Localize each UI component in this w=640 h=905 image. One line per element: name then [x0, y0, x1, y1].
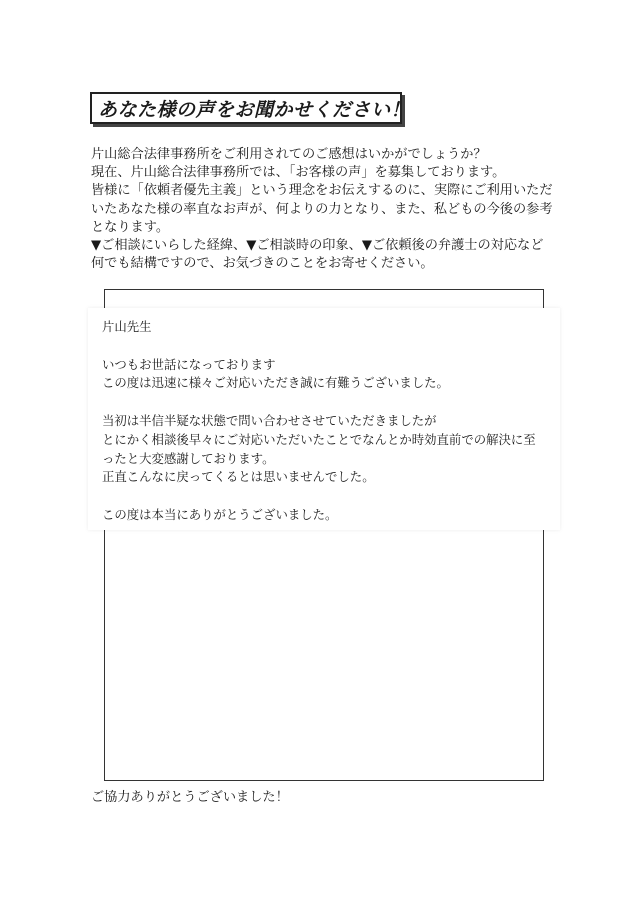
- intro-line: 片山総合法律事務所をご利用されてのご感想はいかがでしょうか？: [91, 147, 487, 162]
- letter-line: [102, 337, 560, 356]
- title-box: [90, 92, 411, 124]
- letter-line: ったと大変感謝しております。: [102, 450, 275, 466]
- letter-line: 当初は半信半疑な状態で問い合わせさせていただきましたが: [102, 412, 437, 428]
- letter-line: この度は本当にありがとうございました。: [102, 506, 338, 522]
- letter-line: いつもお世話になっております: [102, 356, 276, 372]
- letter-line: 正直こんなに戻ってくるとは思いませんでした。: [102, 469, 375, 485]
- page-title: あなた様の声をお聞かせください！: [98, 98, 411, 121]
- letter-line: [102, 393, 560, 412]
- intro-line: 現在、片山総合法律事務所では、「お客様の声」を募集しております。: [91, 165, 506, 181]
- intro-line: 何でも結構ですので、お気づきのことをお寄せください。: [91, 256, 434, 272]
- intro-line: となります。: [91, 219, 170, 235]
- intro-line: ▼ご相談にいらした経緯、▼ご相談時の印象、▼ご依頼後の弁護士の対応など: [91, 238, 544, 254]
- letter-line: この度は迅速に様々ご対応いただき誠に有難うございました。: [102, 375, 449, 391]
- letter-line: 片山先生: [102, 319, 152, 334]
- intro-line: いたあなた様の率直なお声が、何よりの力となり、また、私どもの今後の参考: [91, 201, 553, 217]
- intro-text: [91, 146, 571, 273]
- footer-thanks: ご協力ありがとうございました！: [91, 790, 289, 805]
- customer-letter: [88, 308, 560, 530]
- intro-line: 皆様に「依頼者優先主義」という理念をお伝えするのに、実際にご利用いただ: [91, 183, 553, 199]
- letter-line: [102, 487, 560, 506]
- letter-line: とにかく相談後早々にご対応いただいたことでなんとか時効直前での解決に至: [102, 431, 536, 447]
